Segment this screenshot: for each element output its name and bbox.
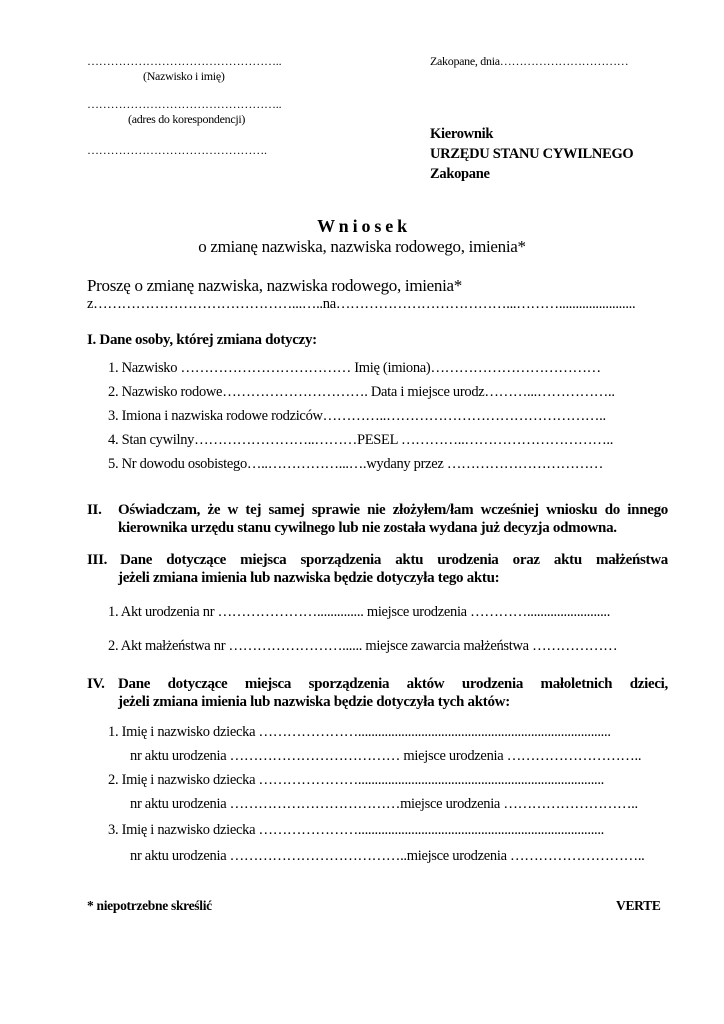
section4-heading-line2: jeżeli zmiana imienia lub nazwiska będzie dotyczyła tych aktów: [118,694,510,710]
section4-numeral: IV. [87,676,105,692]
child1-name-field[interactable]: 1. Imię i nazwisko dziecka …………………............................................................................ [108,724,611,740]
address-field[interactable]: ………………………………………….. [87,97,282,111]
address-field-label: (adres do korespondencji) [128,112,246,126]
section1-item-maiden-name[interactable]: 2. Nazwisko rodowe…………………………. Data i miejsce urodz………...…………….. [108,384,615,400]
child2-name-field[interactable]: 2. Imię i nazwisko dziecka ………………….......................................................................... [108,772,604,788]
request-line: Proszę o zmianę nazwiska, nazwiska rodowego, imienia* [87,276,462,295]
verte-label: VERTE [616,898,661,913]
section1-heading: I. Dane osoby, której zmiana dotyczy: [87,332,317,348]
name-field-label: (Nazwisko i imię) [143,69,225,83]
name-field[interactable]: ………………………………………….. [87,54,282,68]
section2-declaration-line1: Oświadczam, że w tej samej sprawie nie złożyłem/łam wcześniej wniosku do innego [118,502,668,518]
document-title: W n i o s e k [317,216,407,236]
footnote: * niepotrzebne skreślić [87,898,212,913]
child2-record-field[interactable]: nr aktu urodzenia ………………………………miejsce urodzenia ……………………….. [130,796,638,812]
section4-heading-line1: Dane dotyczące miejsca sporządzenia aktów urodzenia małoletnich dzieci, [118,676,668,692]
date-line[interactable]: Zakopane, dnia…………………………… [430,54,629,68]
child1-record-field[interactable]: nr aktu urodzenia ……………………………… miejsce urodzenia ……………………….. [130,748,642,764]
section3-numeral: III. [87,552,108,568]
request-from-field[interactable]: z……………………………………...….. [87,296,323,312]
document-subtitle: o zmianę nazwiska, nazwiska rodowego, imienia* [198,237,526,256]
section2-declaration-line2: kierownika urzędu stanu cywilnego lub nie została wydana już decyzja odmowna. [118,520,617,536]
request-to-field[interactable]: na………………………………...………....................... [322,296,636,312]
section3-item-birth-record[interactable]: 1. Akt urodzenia nr ………………….............. miejsce urodzenia …………......................... [108,604,611,620]
section1-item-id-card[interactable]: 5. Nr dowodu osobistego…..……………...….wydany przez …………………………… [108,456,604,472]
request-fields [87,296,635,313]
section3-heading-line2: jeżeli zmiana imienia lub nazwiska będzie dotyczyła tego aktu: [118,570,500,586]
address-field-extra[interactable]: ………………………………………. [87,143,267,157]
section1-item-marital-status[interactable]: 4. Stan cywilny……………………..………PESEL …………..………………………….. [108,432,614,448]
section1-item-parents[interactable]: 3. Imiona i nazwiska rodowe rodziców…………..……………………………………….. [108,408,606,424]
child3-record-field[interactable]: nr aktu urodzenia ………………………………..miejsce urodzenia ……………………….. [130,848,645,864]
recipient-block [430,124,633,184]
child3-name-field[interactable]: 3. Imię i nazwisko dziecka ………………….......................................................................... [108,822,604,838]
section2-numeral: II. [87,502,102,518]
section3-heading-line1: Dane dotyczące miejsca sporządzenia aktu urodzenia oraz aktu małżeństwa [120,552,668,568]
recipient-title: Kierownik [430,126,494,142]
recipient-city: Zakopane [430,166,490,182]
section3-item-marriage-record[interactable]: 2. Akt małżeństwa nr ……………………...... miejsce zawarcia małżeństwa ……………… [108,638,618,654]
section1-item-surname[interactable]: 1. Nazwisko ……………………………… Imię (imiona)……………………………… [108,360,601,376]
recipient-office: URZĘDU STANU CYWILNEGO [430,146,634,162]
